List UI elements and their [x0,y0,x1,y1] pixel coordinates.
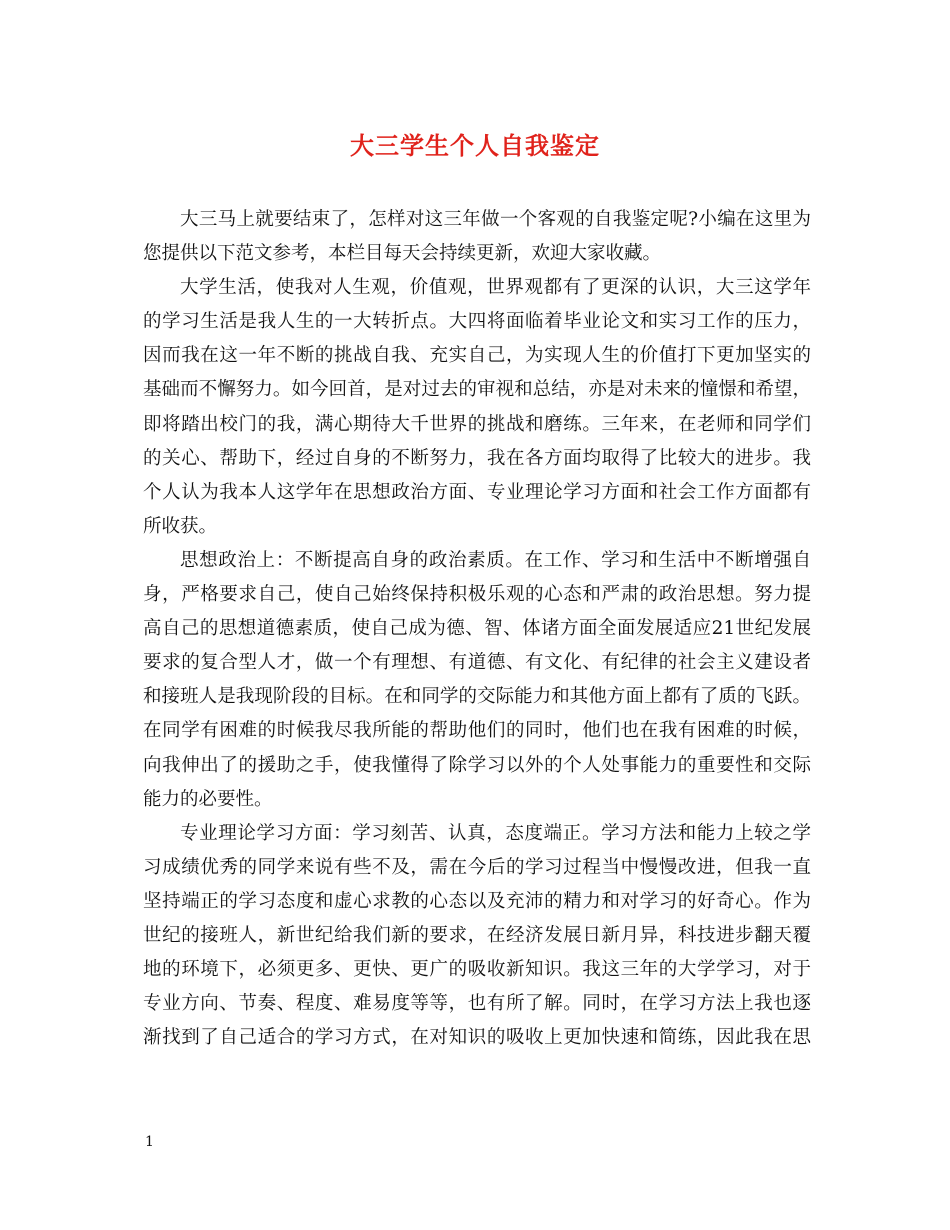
paragraph-line: 向我伸出了的援助之手，使我懂得了除学习以外的个人处事能力的重要性和交际 [143,754,811,776]
paragraph-line: 身，严格要求自己，使自己始终保持积极乐观的心态和严肃的政治思想。努力提 [143,584,811,606]
paragraph-line: 大学生活，使我对人生观，价值观，世界观都有了更深的认识，大三这学年 [180,277,811,299]
paragraph-line: 专业方向、节奏、程度、难易度等等，也有所了解。同时，在学习方法上我也逐 [143,993,811,1015]
paragraph-line: 能力的必要性。 [143,788,273,810]
paragraph-line: 个人认为我本人这学年在思想政治方面、专业理论学习方面和社会工作方面都有 [143,481,811,503]
paragraph-line: 您提供以下范文参考，本栏目每天会持续更新，欢迎大家收藏。 [143,243,662,265]
paragraph-line: 所收获。 [143,515,218,537]
paragraph-line: 渐找到了自己适合的学习方式，在对知识的吸收上更加快速和简练，因此我在思 [143,1027,811,1049]
paragraph-line: 的关心、帮助下，经过自身的不断努力，我在各方面均取得了比较大的进步。我 [143,447,811,469]
paragraph-line: 即将踏出校门的我，满心期待大千世界的挑战和磨练。三年来，在老师和同学们 [143,413,811,435]
document-title: 大三学生个人自我鉴定 [350,131,600,160]
paragraph-line: 专业理论学习方面：学习刻苦、认真，态度端正。学习方法和能力上较之学 [180,822,811,844]
paragraph-line: 坚持端正的学习态度和虚心求教的心态以及充沛的精力和对学习的好奇心。作为 [143,890,811,912]
paragraph-line: 在同学有困难的时候我尽我所能的帮助他们的同时，他们也在我有困难的时候， [143,720,811,742]
paragraph-line: 因而我在这一年不断的挑战自我、充实自己，为实现人生的价值打下更加坚实的 [143,345,811,367]
document-body [143,203,811,1055]
paragraph-line: 习成绩优秀的同学来说有些不及，需在今后的学习过程当中慢慢改进，但我一直 [143,856,811,878]
page-number: 1 [145,1134,154,1150]
paragraph-line: 的学习生活是我人生的一大转折点。大四将面临着毕业论文和实习工作的压力， [143,311,811,333]
paragraph-line: 地的环境下，必须更多、更快、更广的吸收新知识。我这三年的大学学习，对于 [143,959,811,981]
paragraph-line: 世纪的接班人，新世纪给我们新的要求，在经济发展日新月异，科技进步翻天覆 [143,924,811,946]
paragraph-line: 高自己的思想道德素质，使自己成为德、智、体诸方面全面发展适应21世纪发展 [143,618,811,640]
paragraph-line: 和接班人是我现阶段的目标。在和同学的交际能力和其他方面上都有了质的飞跃。 [143,686,811,708]
paragraph-line: 要求的复合型人才，做一个有理想、有道德、有文化、有纪律的社会主义建设者 [143,652,811,674]
paragraph-line: 思想政治上：不断提高自身的政治素质。在工作、学习和生活中不断增强自 [180,549,811,571]
paragraph-line: 基础而不懈努力。如今回首，是对过去的审视和总结，亦是对未来的憧憬和希望， [143,379,811,401]
paragraph-line: 大三马上就要结束了，怎样对这三年做一个客观的自我鉴定呢?小编在这里为 [180,209,811,230]
